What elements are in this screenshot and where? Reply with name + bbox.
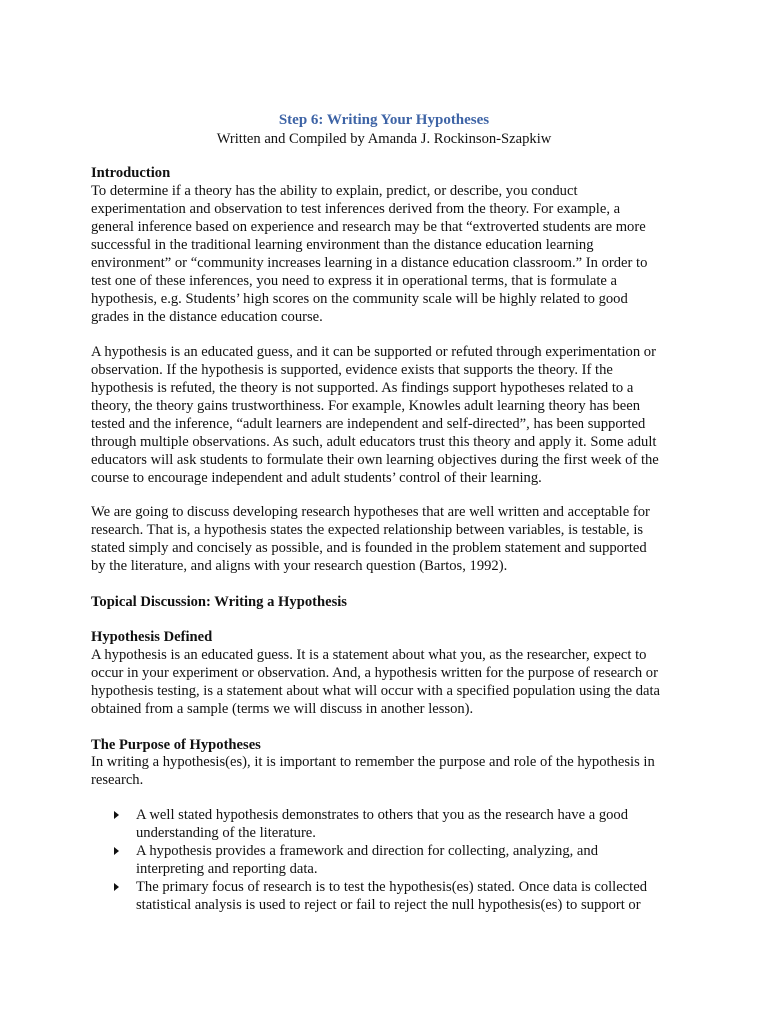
text-line: tested and the inference, “adult learners are independent and self-directed”, has been supported <box>91 416 646 432</box>
purpose-bullet-list <box>91 806 691 914</box>
text-line: In writing a hypothesis(es), it is important to remember the purpose and role of the hypothesis in <box>91 754 655 770</box>
text-line: To determine if a theory has the ability to explain, predict, or describe, you conduct <box>91 183 578 199</box>
topical-discussion-heading: Topical Discussion: Writing a Hypothesis <box>91 594 347 610</box>
text-line: grades in the distance education course. <box>91 309 323 325</box>
introduction-paragraph <box>91 182 691 326</box>
text-line: research. That is, a hypothesis states the expected relationship between variables, is testable, is <box>91 522 644 538</box>
text-line: obtained from a sample (terms we will discuss in another lesson). <box>91 701 474 717</box>
hypothesis-paragraph <box>91 343 691 487</box>
text-line: A hypothesis is an educated guess, and it can be supported or refuted through experimentation or <box>91 344 656 360</box>
author-line: Written and Compiled by Amanda J. Rockinson-Szapkiw <box>216 131 552 147</box>
text-line: theory, the theory gains trustworthiness. For example, Knowles adult learning theory has been <box>91 398 641 414</box>
introduction-heading: Introduction <box>91 165 171 181</box>
purpose-paragraph <box>91 753 691 789</box>
list-item <box>91 806 691 842</box>
text-line: observation. If the hypothesis is supported, evidence exists that supports the theory. If the <box>91 362 613 378</box>
triangle-right-icon <box>114 847 119 855</box>
list-item <box>91 842 691 878</box>
text-line: statistical analysis is used to reject or fail to reject the null hypothesis(es) to support or <box>136 897 641 913</box>
text-line: educators will ask students to formulate their own learning objectives during the first week of the <box>91 452 659 468</box>
triangle-right-icon <box>114 883 119 891</box>
purpose-heading: The Purpose of Hypotheses <box>91 737 261 753</box>
text-line: hypothesis testing, is a statement about what will occur with a specified population using the data <box>91 683 661 699</box>
text-line: The primary focus of research is to test the hypothesis(es) stated. Once data is collected <box>136 879 648 895</box>
discussion-paragraph <box>91 503 691 575</box>
text-line: A hypothesis provides a framework and direction for collecting, analyzing, and <box>136 843 598 859</box>
text-line: test one of these inferences, you need to express it in operational terms, that is formulate a <box>91 273 618 289</box>
text-line: A well stated hypothesis demonstrates to others that you as the research have a good <box>136 807 629 823</box>
text-line: through multiple observations. As such, adult educators trust this theory and apply it. Some adult <box>91 434 657 450</box>
text-line: experimentation and observation to test inferences derived from the theory. For example, a <box>91 201 621 217</box>
text-line: course to encourage independent and adult students’ control of their learning. <box>91 470 542 486</box>
text-line: understanding of the literature. <box>136 825 316 841</box>
text-line: hypothesis, e.g. Students’ high scores on the community scale will be highly related to good <box>91 291 628 307</box>
hypothesis-defined-heading: Hypothesis Defined <box>91 629 213 645</box>
text-line: general inference based on experience and research may be that “extroverted students are more <box>91 219 646 235</box>
hypothesis-defined-paragraph <box>91 646 691 718</box>
text-line: by the literature, and aligns with your research question (Bartos, 1992). <box>91 558 508 574</box>
text-line: We are going to discuss developing research hypotheses that are well written and acceptable for <box>91 504 650 520</box>
text-line: stated simply and concisely as possible, and is founded in the problem statement and supported <box>91 540 647 556</box>
text-line: research. <box>91 772 144 788</box>
text-line: occur in your experiment or observation. And, a hypothesis written for the purpose of research or <box>91 665 658 681</box>
text-line: hypothesis is refuted, the theory is not supported. As findings support hypotheses related to a <box>91 380 634 396</box>
text-line: environment” or “community increases learning in a distance education classroom.” In order to <box>91 255 648 271</box>
text-line: successful in the traditional learning environment than the distance education learning <box>91 237 594 253</box>
text-line: A hypothesis is an educated guess. It is a statement about what you, as the researcher, expect to <box>91 647 647 663</box>
triangle-right-icon <box>114 811 119 819</box>
list-item <box>91 878 691 914</box>
document-title: Step 6: Writing Your Hypotheses <box>278 112 490 128</box>
text-line: interpreting and reporting data. <box>136 861 318 877</box>
